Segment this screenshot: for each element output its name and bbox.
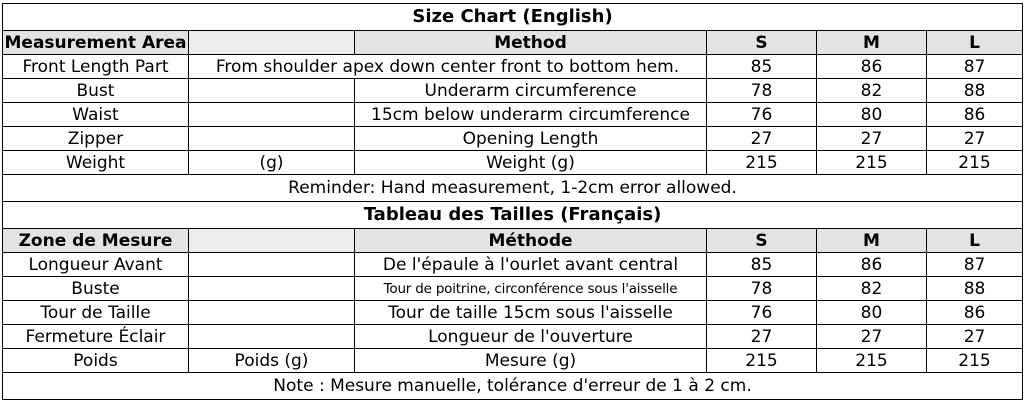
english-m-cell: 215 <box>817 151 927 175</box>
english-header-area: Measurement Area <box>4 32 187 53</box>
french-l-cell: 215 <box>927 349 1023 373</box>
english-header-row <box>3 31 1023 55</box>
french-method-cell: De l'épaule à l'ourlet avant central <box>355 253 707 277</box>
english-m-cell: 86 <box>817 55 927 79</box>
french-title-row <box>3 202 1023 229</box>
english-l-cell: 215 <box>927 151 1023 175</box>
french-m-cell: 82 <box>817 277 927 301</box>
english-title-row <box>3 4 1023 31</box>
french-row-longueur <box>3 253 1023 277</box>
french-method-cell: Longueur de l'ouverture <box>355 325 707 349</box>
french-m-cell: 27 <box>817 325 927 349</box>
english-title: Size Chart (English) <box>3 4 1023 31</box>
english-area-cell: Weight <box>3 151 189 175</box>
french-header-area: Zone de Mesure <box>3 229 189 253</box>
french-row-fermeture <box>3 325 1023 349</box>
english-s-cell: 27 <box>707 127 817 151</box>
english-row-bust <box>3 79 1023 103</box>
english-extra-cell <box>189 103 355 127</box>
english-extra-cell <box>189 127 355 151</box>
english-row-front-length <box>3 55 1023 79</box>
english-row-weight <box>3 151 1023 175</box>
french-extra-cell <box>189 277 355 301</box>
french-area-cell: Tour de Taille <box>3 301 189 325</box>
english-area-cell: Waist <box>3 103 189 127</box>
french-s-cell: 76 <box>707 301 817 325</box>
french-header-m: M <box>817 229 927 253</box>
french-s-cell: 85 <box>707 253 817 277</box>
french-l-cell: 27 <box>927 325 1023 349</box>
english-s-cell: 85 <box>707 55 817 79</box>
french-method-cell: Tour de poitrine, circonférence sous l'aisselle <box>355 277 707 301</box>
english-m-cell: 80 <box>817 103 927 127</box>
french-note-row <box>3 373 1023 400</box>
french-title: Tableau des Tailles (Français) <box>3 202 1023 229</box>
english-method-cell: Weight (g) <box>355 151 707 175</box>
french-l-cell: 88 <box>927 277 1023 301</box>
french-area-cell: Longueur Avant <box>3 253 189 277</box>
english-method-cell: Underarm circumference <box>355 79 707 103</box>
english-l-cell: 27 <box>927 127 1023 151</box>
english-method-cell: 15cm below underarm circumference <box>355 103 707 127</box>
english-extra-cell <box>189 79 355 103</box>
english-header-s: S <box>707 31 817 55</box>
french-area-cell: Fermeture Éclair <box>3 325 189 349</box>
french-header-blank <box>189 229 355 253</box>
french-m-cell: 215 <box>817 349 927 373</box>
french-row-poids <box>3 349 1023 373</box>
english-s-cell: 76 <box>707 103 817 127</box>
french-l-cell: 87 <box>927 253 1023 277</box>
french-l-cell: 86 <box>927 301 1023 325</box>
french-s-cell: 78 <box>707 277 817 301</box>
french-header-row <box>3 229 1023 253</box>
french-area-cell: Poids <box>3 349 189 373</box>
english-area-cell: Zipper <box>3 127 189 151</box>
english-header-method: Method <box>355 31 707 55</box>
french-row-taille <box>3 301 1023 325</box>
english-area-cell: Front Length Part <box>3 55 189 79</box>
french-extra-cell: Poids (g) <box>189 349 355 373</box>
english-header-l: L <box>927 31 1023 55</box>
english-m-cell: 27 <box>817 127 927 151</box>
english-m-cell: 82 <box>817 79 927 103</box>
english-area-cell: Bust <box>3 79 189 103</box>
english-s-cell: 78 <box>707 79 817 103</box>
english-s-cell: 215 <box>707 151 817 175</box>
english-row-zipper <box>3 127 1023 151</box>
french-extra-cell <box>189 325 355 349</box>
english-l-cell: 86 <box>927 103 1023 127</box>
french-header-method: Méthode <box>355 229 707 253</box>
french-header-s: S <box>707 229 817 253</box>
english-method-cell: Opening Length <box>355 127 707 151</box>
english-row-waist <box>3 103 1023 127</box>
french-m-cell: 80 <box>817 301 927 325</box>
french-s-cell: 27 <box>707 325 817 349</box>
english-header-blank <box>189 31 355 55</box>
french-extra-cell <box>189 301 355 325</box>
french-area-cell: Buste <box>3 277 189 301</box>
english-l-cell: 87 <box>927 55 1023 79</box>
french-s-cell: 215 <box>707 349 817 373</box>
french-extra-cell <box>189 253 355 277</box>
english-method-cell: From shoulder apex down center front to bottom hem. <box>189 55 707 79</box>
english-note: Reminder: Hand measurement, 1-2cm error allowed. <box>3 175 1023 202</box>
size-chart-table <box>2 3 1023 400</box>
french-row-buste <box>3 277 1023 301</box>
french-m-cell: 86 <box>817 253 927 277</box>
english-extra-cell: (g) <box>189 151 355 175</box>
english-l-cell: 88 <box>927 79 1023 103</box>
french-header-l: L <box>927 229 1023 253</box>
french-note: Note : Mesure manuelle, tolérance d'erreur de 1 à 2 cm. <box>3 373 1023 400</box>
english-note-row <box>3 175 1023 202</box>
english-header-m: M <box>817 31 927 55</box>
french-method-cell: Mesure (g) <box>355 349 707 373</box>
french-method-cell: Tour de taille 15cm sous l'aisselle <box>355 301 707 325</box>
